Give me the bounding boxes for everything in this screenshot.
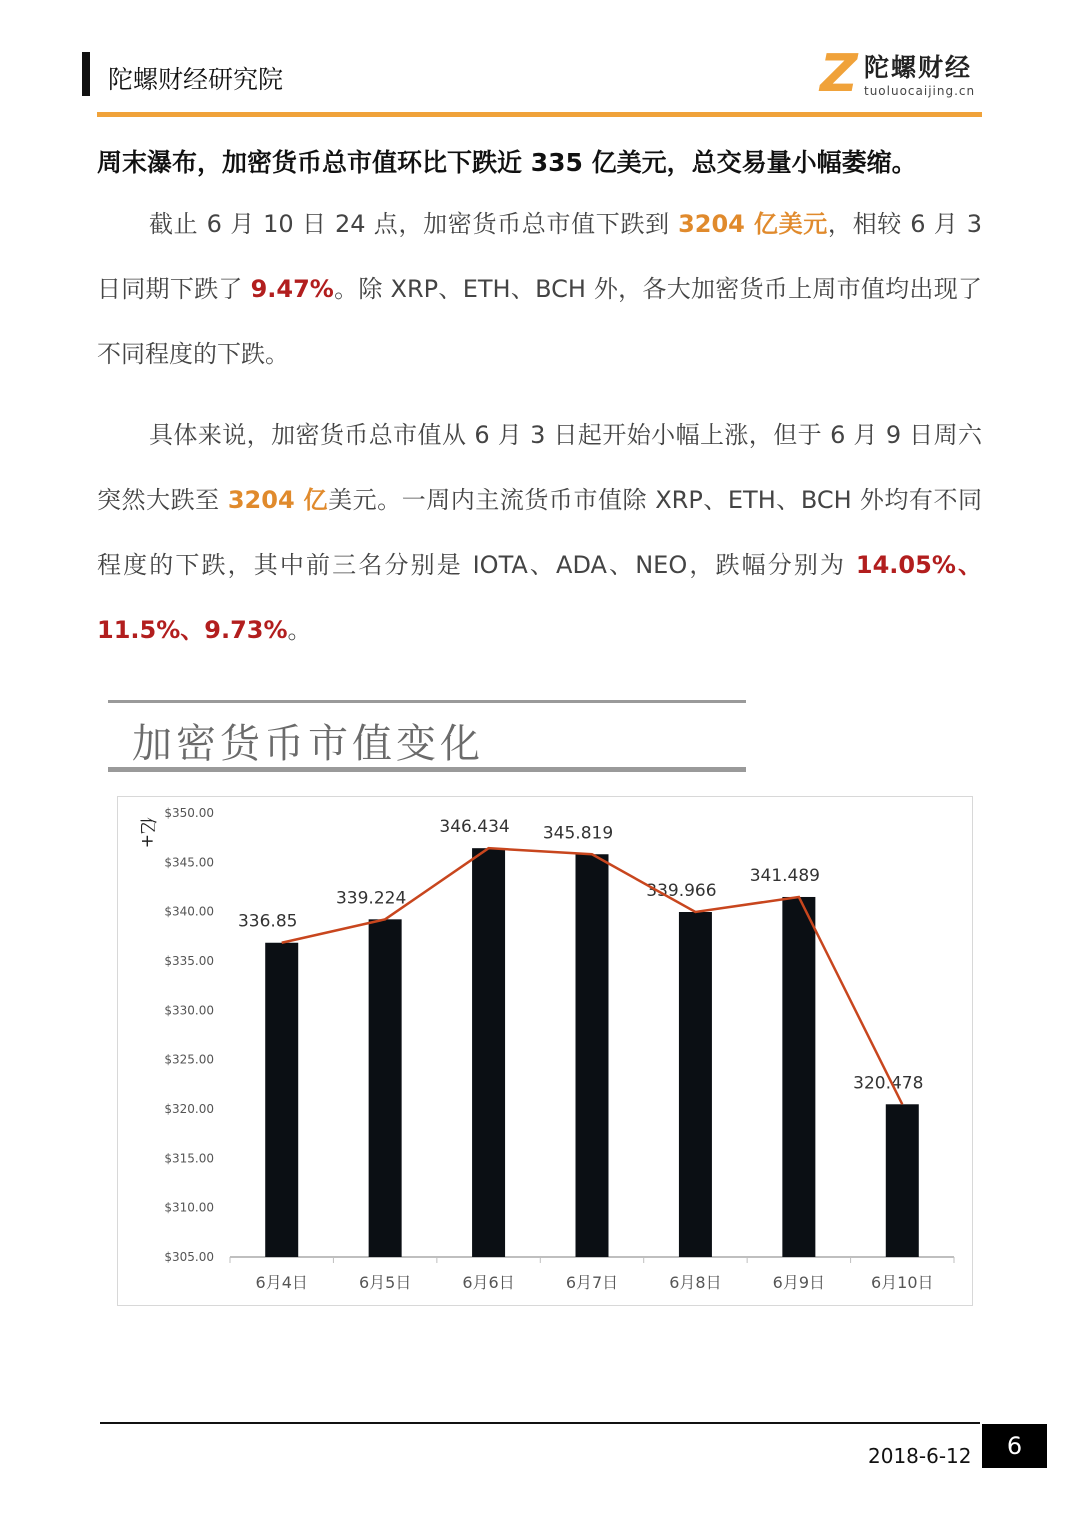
- para2-text-3: 。: [287, 616, 312, 644]
- y-tick-label: $310.00: [164, 1200, 214, 1215]
- data-label: 339.224: [335, 888, 407, 909]
- data-label: 320.478: [853, 1073, 924, 1094]
- chart-canvas: [118, 797, 972, 1305]
- y-tick-label: $330.00: [164, 1003, 214, 1018]
- header-divider: [97, 112, 982, 117]
- paragraph-1: [97, 192, 982, 387]
- y-tick-label: $340.00: [164, 904, 214, 919]
- y-tick-label: $305.00: [164, 1250, 214, 1264]
- chart-title-rule-bottom: [108, 767, 746, 772]
- chart-title-rule-top: [108, 700, 746, 703]
- data-label: 341.489: [749, 865, 821, 886]
- y-tick-label: $315.00: [164, 1151, 214, 1166]
- bar: [369, 919, 402, 1257]
- chart-title: 加密货币市值变化: [132, 721, 484, 767]
- brand-logo: [820, 44, 985, 104]
- logo-name-cn: 陀螺财经: [864, 53, 973, 82]
- data-label: 345.819: [542, 823, 614, 844]
- data-label: 346.434: [439, 817, 510, 838]
- bar: [265, 943, 298, 1257]
- x-tick-label: 6月8日: [669, 1273, 722, 1292]
- bar: [679, 912, 712, 1257]
- x-tick-label: 6月7日: [565, 1273, 619, 1292]
- page-number: 6: [982, 1424, 1047, 1468]
- y-tick-label: $345.00: [164, 855, 214, 870]
- bar: [472, 848, 505, 1257]
- para2-highlight-drops: 14.05%、11.5%、9.73%: [97, 551, 982, 644]
- y-tick-label: $350.00: [164, 806, 214, 820]
- para2-highlight-market-cap: 3204 亿: [227, 486, 329, 514]
- y-tick-label: $320.00: [164, 1102, 214, 1116]
- section-headline: 周末瀑布，加密货币总市值环比下跌近 335 亿美元，总交易量小幅萎缩。: [97, 148, 917, 177]
- x-tick-label: 6月5日: [358, 1273, 412, 1292]
- para2-text-1: 具体来说，加密货币总市值从 6 月 3 日起开始小幅上涨，但于 6 月 9 日周六突然大跌至: [97, 421, 982, 514]
- bar: [576, 854, 609, 1257]
- y-tick-label: $325.00: [164, 1052, 214, 1067]
- logo-mark: Z: [820, 44, 858, 104]
- x-tick-label: 6月4日: [255, 1273, 308, 1292]
- bar: [886, 1104, 919, 1257]
- header-accent-bar: [82, 52, 90, 96]
- x-tick-label: 6月6日: [462, 1273, 515, 1292]
- para1-text-2: ，相较 6 月 3 日同期下跌了: [97, 210, 982, 303]
- para1-highlight-market-cap: 3204 亿美元: [678, 210, 828, 238]
- market-cap-chart: [117, 796, 973, 1306]
- para2-text-2: 美元。一周内主流货币市值除 XRP、ETH、BCH 外均有不同程度的下跌，其中前三名分别是 IOTA、ADA、NEO，跌幅分别为: [97, 486, 982, 579]
- y-tick-label: $335.00: [164, 954, 214, 968]
- x-tick-label: 6月9日: [772, 1273, 826, 1292]
- para1-text-3: 。除 XRP、ETH、BCH 外，各大加密货币上周市值均出现了不同程度的下跌。: [97, 275, 982, 368]
- footer-date: 2018-6-12: [868, 1444, 972, 1468]
- x-tick-label: 6月10日: [871, 1273, 934, 1292]
- para1-text-1: 截止 6 月 10 日 24 点，加密货币总市值下跌到: [149, 210, 679, 238]
- y-unit-label: 亿+: [137, 817, 157, 849]
- bar: [782, 897, 815, 1257]
- logo-name-en: tuoluocaijing.cn: [864, 84, 976, 98]
- data-label: 339.966: [646, 881, 717, 902]
- paragraph-2: [97, 403, 982, 663]
- chart-title-box: [108, 700, 746, 772]
- data-label: 336.85: [237, 911, 298, 932]
- para1-highlight-drop: 9.47%: [250, 275, 334, 303]
- footer-divider: [100, 1422, 980, 1424]
- header-title: 陀螺财经研究院: [108, 65, 284, 94]
